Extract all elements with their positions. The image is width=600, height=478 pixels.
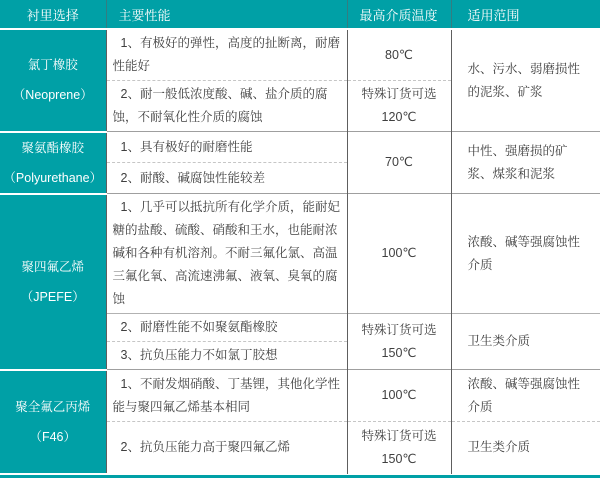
- performance-cell: 1、有极好的弹性，高度的扯断离，耐磨性能好: [112, 36, 340, 73]
- temp-cell: [347, 314, 451, 370]
- temp-cell: 70℃: [347, 132, 451, 194]
- table-row: [0, 29, 600, 81]
- performance-cell: 2、耐磨性能不如聚氨酯橡胶: [106, 314, 347, 342]
- performance-cell: 1、具有极好的耐磨性能: [106, 132, 347, 163]
- scope-cell: 中性、强磨损的矿浆、煤浆和泥浆: [451, 132, 600, 194]
- temp-note: 特殊订货可选: [361, 322, 437, 337]
- scope-cell: 卫生类介质: [451, 314, 600, 370]
- lining-name: 聚四氟乙烯: [21, 259, 84, 274]
- performance-cell: 1、几乎可以抵抗所有化学介质，能耐妃糖的盐酸、硫酸、硝酸和王水，也能耐浓碱和各种有机溶剂。不耐三氟化氯、高温三氟化氧、高流速沸氟、液氧、臭氧的腐蚀: [106, 194, 347, 314]
- performance-cell: 1、不耐发烟硝酸、丁基锂，其他化学性能与聚四氟乙烯基本相同: [106, 370, 347, 422]
- temp-cell: 80℃: [347, 29, 451, 81]
- temp-cell: 100℃: [347, 370, 451, 422]
- table-header-row: [0, 0, 600, 29]
- temp-value: 150℃: [381, 345, 417, 360]
- performance-cell: 3、抗负压能力不如氯丁胶想: [106, 342, 347, 370]
- header-cell-lining: 衬里选择: [0, 0, 106, 29]
- table-row: [0, 132, 600, 163]
- header-cell-performance: 主要性能: [106, 0, 347, 29]
- temp-cell: [347, 81, 451, 132]
- lining-name-cell-neoprene: [0, 29, 106, 132]
- table-row: [0, 194, 600, 314]
- performance-cell: 2、耐一般低浓度酸、碱、盐介质的腐蚀，不耐氧化性介质的腐蚀: [106, 81, 347, 132]
- temp-value: 150℃: [381, 451, 417, 466]
- scope-cell: 浓酸、碱等强腐蚀性介质: [451, 194, 600, 314]
- lining-alias: （Polyurethane）: [3, 170, 103, 185]
- header-cell-max-temp: 最高介质温度: [347, 0, 451, 29]
- lining-alias: （JPEFE）: [20, 289, 85, 304]
- performance-cell: 2、抗负压能力高于聚四氟乙烯: [106, 422, 347, 474]
- lining-alias: （Neoprene）: [12, 88, 93, 103]
- temp-value: 120℃: [381, 110, 417, 124]
- temp-cell: [347, 422, 451, 474]
- table-row: [0, 370, 600, 422]
- lining-name: 聚氨酯橡胶: [21, 140, 84, 155]
- scope-cell: 水、污水、弱磨损性的泥浆、矿浆: [451, 29, 600, 132]
- temp-note: 特殊订货可选: [361, 87, 437, 101]
- lining-name: 氯丁橡胶: [27, 58, 78, 73]
- temp-cell: 100℃: [347, 194, 451, 314]
- lining-name-cell-f46: [0, 370, 106, 474]
- lining-name-cell-ptfe: [0, 194, 106, 370]
- performance-cell: 2、耐酸、碱腐蚀性能较差: [106, 163, 347, 194]
- scope-cell: 浓酸、碱等强腐蚀性介质: [451, 370, 600, 422]
- scope-cell: 卫生类介质: [451, 422, 600, 474]
- temp-note: 特殊订货可选: [361, 428, 437, 443]
- lining-name-cell-polyurethane: [0, 132, 106, 194]
- header-cell-scope: 适用范围: [451, 0, 600, 29]
- lining-name: 聚全氟乙丙烯: [15, 399, 91, 414]
- lining-alias: （F46）: [29, 429, 77, 444]
